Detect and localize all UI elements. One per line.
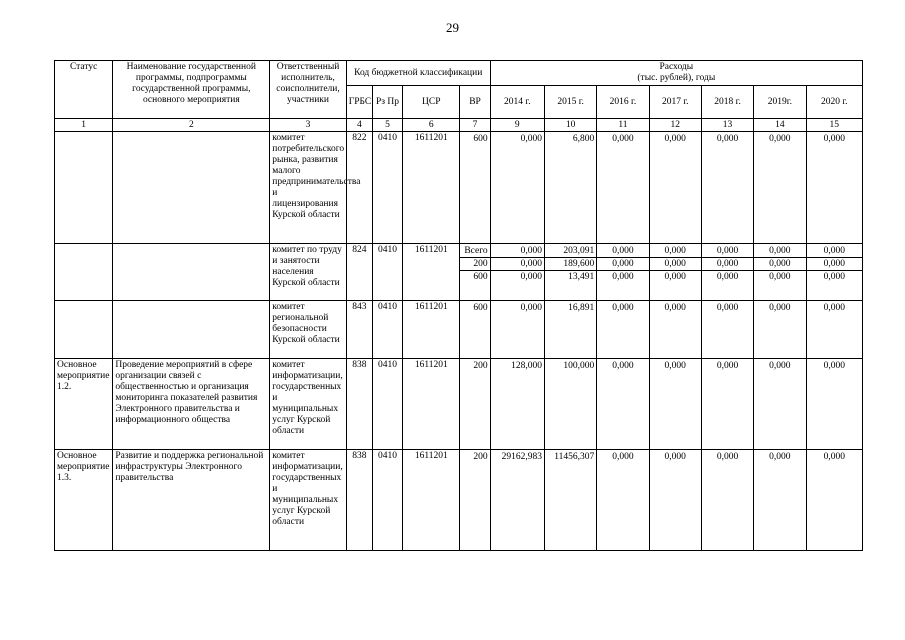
expense-value: 100,000 bbox=[563, 361, 595, 371]
expense-value: 0,000 bbox=[612, 246, 634, 256]
expense-cell bbox=[597, 359, 649, 450]
expense-value: 0,000 bbox=[612, 134, 634, 144]
expense-cell bbox=[806, 359, 862, 450]
expense-value: 0,000 bbox=[823, 303, 845, 313]
expense-cell bbox=[701, 244, 753, 301]
table-row bbox=[55, 244, 863, 301]
csr-cell: 1611201 bbox=[403, 301, 460, 359]
csr-cell: 1611201 bbox=[403, 244, 460, 301]
vr-value: 200 bbox=[460, 257, 489, 270]
vr-value: 600 bbox=[473, 303, 488, 313]
header-budget-code: Код бюджетной классификации bbox=[346, 61, 490, 86]
responsible-cell: комитет по труду и занятости населения Курской области bbox=[270, 244, 346, 301]
grbs-cell: 843 bbox=[346, 301, 372, 359]
expense-cell bbox=[490, 359, 544, 450]
expense-cell bbox=[490, 450, 544, 551]
vr-value: 200 bbox=[473, 452, 488, 462]
responsible-cell: комитет информатизации, государственных и муниципальных услуг Курской области bbox=[270, 450, 346, 551]
expense-value: 128,000 bbox=[511, 361, 542, 371]
expense-cell bbox=[806, 132, 862, 244]
csr-cell: 1611201 bbox=[403, 450, 460, 551]
expense-value: 0,000 bbox=[769, 246, 791, 256]
expense-cell bbox=[597, 132, 649, 244]
responsible-cell: комитет региональной безопасности Курской области bbox=[270, 301, 346, 359]
expense-value: 0,000 bbox=[650, 270, 701, 283]
header-year: 2017 г. bbox=[649, 86, 701, 119]
rzpr-cell: 0410 bbox=[372, 450, 402, 551]
grbs-cell: 822 bbox=[346, 132, 372, 244]
rzpr-cell: 0410 bbox=[372, 132, 402, 244]
column-number-row bbox=[55, 119, 863, 132]
expense-cell bbox=[544, 244, 596, 301]
expense-cell bbox=[754, 450, 806, 551]
column-number: 13 bbox=[701, 119, 753, 132]
column-number: 14 bbox=[754, 119, 806, 132]
expense-cell bbox=[701, 450, 753, 551]
vr-cell bbox=[460, 359, 490, 450]
expense-cell bbox=[649, 132, 701, 244]
expense-value: 0,000 bbox=[716, 452, 739, 462]
name-cell bbox=[113, 244, 270, 301]
expense-cell bbox=[806, 301, 862, 359]
expense-value: 11456,307 bbox=[554, 452, 595, 462]
name-cell bbox=[113, 132, 270, 244]
expense-cell bbox=[754, 359, 806, 450]
header-expenses: Расходы (тыс. рублей), годы bbox=[490, 61, 862, 86]
column-number: 15 bbox=[806, 119, 862, 132]
expense-value: 0,000 bbox=[702, 257, 753, 270]
expense-cell bbox=[544, 450, 596, 551]
csr-cell: 1611201 bbox=[403, 132, 460, 244]
status-cell bbox=[55, 301, 113, 359]
expense-cell bbox=[544, 301, 596, 359]
expense-value: 0,000 bbox=[823, 246, 845, 256]
vr-value: 200 bbox=[473, 361, 488, 371]
expense-cell bbox=[649, 450, 701, 551]
vr-value: 600 bbox=[460, 270, 489, 283]
header-name: Наименование государственной программы, подпрограммы государственной программы, основного мероприятия bbox=[113, 61, 270, 119]
header-year: 2015 г. bbox=[544, 86, 596, 119]
expense-value: 0,000 bbox=[823, 134, 845, 144]
expense-value: 0,000 bbox=[716, 134, 739, 144]
expense-cell bbox=[701, 359, 753, 450]
vr-cell bbox=[460, 244, 490, 301]
page-number: 29 bbox=[446, 20, 459, 35]
expense-cell bbox=[806, 244, 862, 301]
vr-value: Всего bbox=[464, 246, 488, 256]
expense-value: 0,000 bbox=[823, 361, 845, 371]
expense-value: 0,000 bbox=[823, 452, 845, 462]
header-csr: ЦСР bbox=[403, 86, 460, 119]
rzpr-cell: 0410 bbox=[372, 359, 402, 450]
status-cell bbox=[55, 132, 113, 244]
expense-value: 0,000 bbox=[754, 270, 805, 283]
expense-value: 0,000 bbox=[491, 257, 544, 270]
expense-value: 0,000 bbox=[597, 270, 648, 283]
responsible-cell: комитет информатизации, государственных и муниципальных услуг Курской области bbox=[270, 359, 346, 450]
expense-value: 0,000 bbox=[769, 303, 791, 313]
vr-cell bbox=[460, 132, 490, 244]
table-row bbox=[55, 359, 863, 450]
table-row bbox=[55, 450, 863, 551]
expense-cell bbox=[649, 359, 701, 450]
expense-value: 0,000 bbox=[650, 257, 701, 270]
table-row bbox=[55, 132, 863, 244]
column-number: 4 bbox=[346, 119, 372, 132]
column-number: 6 bbox=[403, 119, 460, 132]
column-number: 9 bbox=[490, 119, 544, 132]
expense-cell bbox=[754, 301, 806, 359]
expense-value: 0,000 bbox=[769, 361, 791, 371]
expense-value: 0,000 bbox=[612, 361, 634, 371]
column-number: 1 bbox=[55, 119, 113, 132]
grbs-cell: 824 bbox=[346, 244, 372, 301]
expense-value: 16,891 bbox=[568, 303, 595, 313]
expense-value: 0,000 bbox=[664, 246, 686, 256]
expense-value: 0,000 bbox=[769, 452, 791, 462]
expense-value: 189,600 bbox=[545, 257, 596, 270]
header-responsible: Ответственный исполнитель, соисполнители, участники bbox=[270, 61, 346, 119]
expense-cell bbox=[649, 244, 701, 301]
header-year: 2016 г. bbox=[597, 86, 649, 119]
column-number: 11 bbox=[597, 119, 649, 132]
header-year: 2020 г. bbox=[806, 86, 862, 119]
vr-value: 600 bbox=[473, 134, 488, 144]
expense-cell bbox=[490, 132, 544, 244]
expense-value: 0,000 bbox=[664, 361, 686, 371]
expense-value: 6,800 bbox=[572, 134, 595, 144]
status-cell: Основное мероприятие 1.3. bbox=[55, 450, 113, 551]
column-number: 10 bbox=[544, 119, 596, 132]
header-vr: ВР bbox=[460, 86, 490, 119]
expense-value: 29162,983 bbox=[501, 452, 542, 462]
header-grbs: ГРБС bbox=[346, 86, 372, 119]
expense-cell bbox=[754, 132, 806, 244]
status-cell bbox=[55, 244, 113, 301]
expense-value: 0,000 bbox=[754, 257, 805, 270]
expense-cell bbox=[544, 359, 596, 450]
expense-value: 0,000 bbox=[716, 303, 739, 313]
expense-cell bbox=[649, 301, 701, 359]
rzpr-cell: 0410 bbox=[372, 301, 402, 359]
expense-value: 0,000 bbox=[520, 303, 542, 313]
expense-cell bbox=[544, 132, 596, 244]
header-year: 2014 г. bbox=[490, 86, 544, 119]
expense-cell bbox=[701, 132, 753, 244]
expense-value: 0,000 bbox=[664, 452, 686, 462]
expense-cell bbox=[754, 244, 806, 301]
rzpr-cell: 0410 bbox=[372, 244, 402, 301]
expense-cell bbox=[597, 244, 649, 301]
expense-value: 0,000 bbox=[807, 257, 862, 270]
column-number: 2 bbox=[113, 119, 270, 132]
header-status: Статус bbox=[55, 61, 113, 119]
budget-table bbox=[54, 60, 863, 551]
expense-value: 0,000 bbox=[664, 303, 686, 313]
header-year: 2018 г. bbox=[701, 86, 753, 119]
header-year: 2019г. bbox=[754, 86, 806, 119]
expense-cell bbox=[597, 450, 649, 551]
expense-value: 0,000 bbox=[612, 303, 634, 313]
table-row bbox=[55, 301, 863, 359]
header-rzpr: Рз Пр bbox=[372, 86, 402, 119]
name-cell bbox=[113, 301, 270, 359]
expense-cell bbox=[597, 301, 649, 359]
csr-cell: 1611201 bbox=[403, 359, 460, 450]
column-number: 7 bbox=[460, 119, 490, 132]
column-number: 5 bbox=[372, 119, 402, 132]
vr-cell bbox=[460, 301, 490, 359]
expense-value: 0,000 bbox=[769, 134, 791, 144]
column-number: 12 bbox=[649, 119, 701, 132]
expense-value: 0,000 bbox=[597, 257, 648, 270]
expense-value: 13,491 bbox=[545, 270, 596, 283]
expense-value: 0,000 bbox=[520, 246, 542, 256]
name-cell: Развитие и поддержка региональной инфраструктуры Электронного правительства bbox=[113, 450, 270, 551]
budget-body bbox=[55, 132, 863, 551]
expense-cell bbox=[490, 301, 544, 359]
expense-value: 203,091 bbox=[563, 246, 595, 256]
expense-value: 0,000 bbox=[664, 134, 686, 144]
expense-value: 0,000 bbox=[702, 270, 753, 283]
expense-value: 0,000 bbox=[612, 452, 634, 462]
expense-value: 0,000 bbox=[807, 270, 862, 283]
expense-value: 0,000 bbox=[716, 246, 739, 256]
expense-value: 0,000 bbox=[716, 361, 739, 371]
grbs-cell: 838 bbox=[346, 359, 372, 450]
status-cell: Основное мероприятие 1.2. bbox=[55, 359, 113, 450]
vr-cell bbox=[460, 450, 490, 551]
responsible-cell: комитет потребительского рынка, развития малого предпринимательства и лицензирования Курской области bbox=[270, 132, 346, 244]
expense-cell bbox=[806, 450, 862, 551]
expense-cell bbox=[701, 301, 753, 359]
column-number: 3 bbox=[270, 119, 346, 132]
name-cell: Проведение мероприятий в сфере организации связей с общественностью и организация мониторинга показателей развития Электронного правительства и информационного общества bbox=[113, 359, 270, 450]
expense-value: 0,000 bbox=[520, 134, 542, 144]
expense-cell bbox=[490, 244, 544, 301]
expense-value: 0,000 bbox=[491, 270, 544, 283]
grbs-cell: 838 bbox=[346, 450, 372, 551]
